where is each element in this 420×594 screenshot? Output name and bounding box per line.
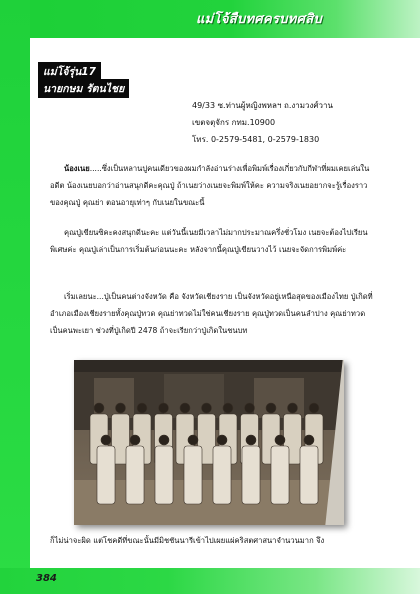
header-title: แม่โจ้สืบทศครบทศสิบ: [196, 12, 322, 27]
photo-person-head: [202, 403, 212, 413]
photo-person-body: [126, 446, 144, 504]
photo-person-head: [288, 403, 298, 413]
photo-person-body: [184, 446, 202, 504]
photo-person-body: [213, 446, 231, 504]
photo-person-head: [266, 403, 276, 413]
photo-person-body: [97, 446, 115, 504]
group-photo: [74, 360, 344, 525]
photo-person-head: [309, 403, 319, 413]
photo-person-head: [223, 403, 233, 413]
page-number: 384: [36, 573, 57, 584]
photo-person-body: [155, 446, 173, 504]
photo-person-body: [271, 446, 289, 504]
left-frame: [0, 0, 30, 594]
address-block: [192, 97, 402, 148]
paragraph-body: .....ซึ่งเป็นหลานปูคนเดียวของผมกำลังอ่านร่างเพื่อพิมพ์เรื่องเกี่ยวกับกีฬาที่ผมเคยเล่นในอดีต น้องเนยบอกว่าอ่านสนุกดีคะคุณปู่ ถ้าเนยว่างเนยจะพิมพ์ให้คะ ความจริงเนยอยากจะรู้เรื่องราวของคุณปู่ คุณย่า ตอนอายุเท่าๆ กับเนยในขณะนี้: [50, 164, 370, 207]
group-photo-image: [74, 360, 344, 525]
section-label: แม่โจ้รุ่น17: [38, 62, 101, 81]
phone-line: โทร. 0-2579-5481, 0-2579-1830: [192, 135, 320, 144]
photo-person-head: [159, 435, 169, 445]
address-line: เขตจตุจักร กทม.10900: [192, 118, 276, 127]
photo-person-body: [242, 446, 260, 504]
photo-person-head: [137, 403, 147, 413]
photo-person-head: [304, 435, 314, 445]
photo-person-head: [180, 403, 190, 413]
photo-person-head: [188, 435, 198, 445]
paragraph-continuation: ก็ไม่น่าจะผิด แต่โชคดีที่ขณะนั้นมีมิชชันนารีเข้าไปเผยแผ่คริสตศาสนาจำนวนมาก จึง: [50, 536, 325, 545]
photo-person-head: [159, 403, 169, 413]
paragraph-3: เริ่มเลยนะ...ปู่เป็นคนต่างจังหวัด คือ จังหวัดเชียงราย เป็นจังหวัดอยู่เหนือสุดของเมืองไทย ปู่เกิดที่อำเภอเมืองเชียงรายทั้งคุณปู่ทวด คุณย่าทวดไม่ใช่คนเชียงราย คุณปู่ทวดเป็นคนลำปาง คุณย่าทวดเป็นคนพะเยา ช่วงที่ปู่เกิดปี 2478 ถ้าจะเรียกว่าปู่เกิดในชนบท: [50, 292, 373, 335]
photo-person-head: [246, 435, 256, 445]
photo-person-head: [245, 403, 255, 413]
address-line: 49/33 ซ.ท่านผู้หญิงพหลฯ ถ.งามวงศ์วาน: [192, 101, 333, 110]
paragraph-2: คุณปู่เขียนซิคะคงสนุกดีนะคะ แต่วันนี้เนยมีเวลาไม่มากประมาณครึ่งชั่วโมง เนยจะต้องไปเรียนพิเศษค่ะ คุณปู่เล่าเป็นการเริ่มต้นก่อนนะคะ หลังจากนี้คุณปู่เขียนวางไว้ เนยจะจัดการพิมพ์ค่ะ: [50, 228, 368, 254]
photo-person-head: [275, 435, 285, 445]
author-name: นายกษม รัตนไชย: [38, 79, 129, 98]
paragraph-lead: น้องเนย: [64, 164, 90, 173]
photo-person-body: [300, 446, 318, 504]
photo-person-head: [116, 403, 126, 413]
photo-person-head: [101, 435, 111, 445]
footer-bar: [0, 568, 420, 594]
photo-person-head: [217, 435, 227, 445]
photo-person-head: [130, 435, 140, 445]
paragraph-1: [50, 160, 375, 211]
photo-person-head: [94, 403, 104, 413]
